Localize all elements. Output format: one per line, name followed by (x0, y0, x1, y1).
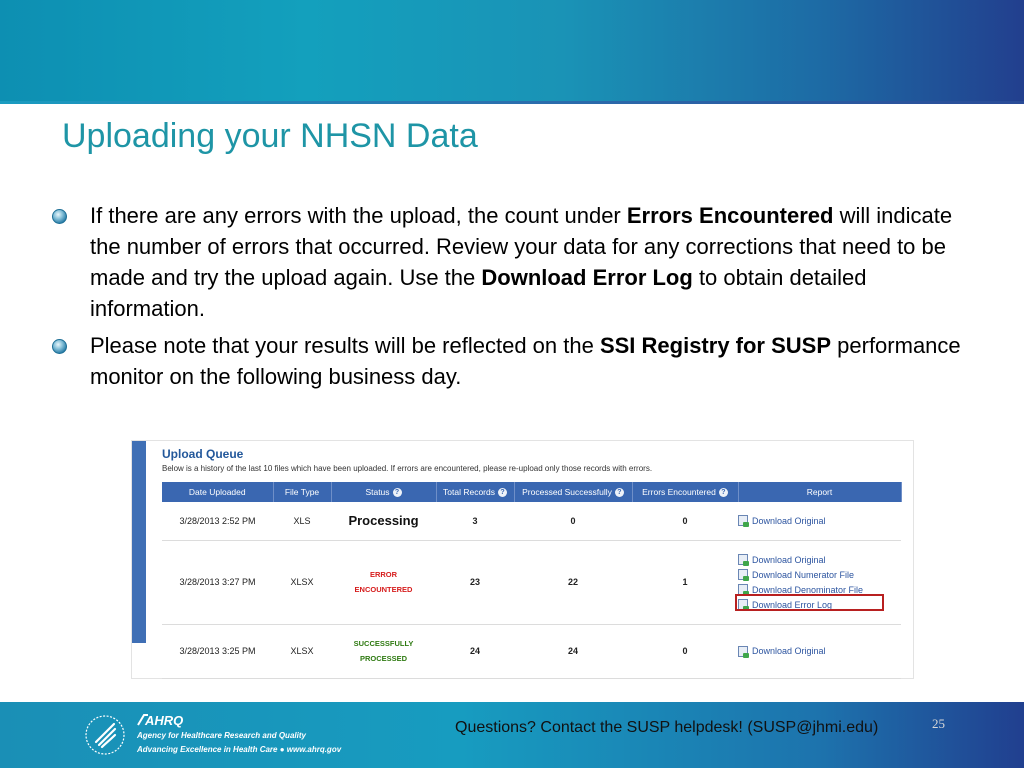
bullet-text: performance monitor on the following business day. (90, 333, 961, 389)
agency-name: Agency for Healthcare Research and Quality (137, 731, 306, 740)
file-download-icon (738, 646, 748, 657)
help-icon[interactable]: ? (615, 488, 624, 497)
table-row (162, 540, 901, 624)
upload-queue-table (162, 482, 902, 679)
header-band (0, 0, 1024, 104)
column-header-total-records[interactable] (436, 482, 514, 502)
processed-cell: 0 (514, 502, 632, 540)
panel-accent-bar (132, 441, 146, 643)
column-label: Total Records (443, 486, 495, 497)
link-label: Download Denominator File (752, 584, 864, 595)
upload-queue-description: Below is a history of the last 10 files which have been uploaded. If errors are encountered, please re-upload only those records with errors. (162, 464, 653, 473)
slide-title: Uploading your NHSN Data (62, 117, 478, 155)
file-download-icon (738, 554, 748, 565)
file-download-icon (738, 569, 748, 580)
ahrq-logo (136, 712, 196, 728)
file-type-cell: XLSX (273, 540, 331, 624)
bullet-item (52, 330, 972, 392)
report-cell (738, 502, 901, 540)
bullet-text: If there are any errors with the upload, the count under (90, 203, 627, 228)
table-row (162, 624, 901, 678)
table-header-row (162, 482, 901, 502)
bullet-text: will indicate the number of errors that occurred. Review your data for any corrections that need to be made and try the upload again. Use the (90, 203, 953, 290)
file-type-cell: XLS (273, 502, 331, 540)
file-download-icon (738, 515, 748, 526)
status-cell (331, 502, 436, 540)
status-cell (331, 540, 436, 624)
bullet-text: Please note that your results will be reflected on the (90, 333, 600, 358)
bullet-list (52, 200, 972, 398)
report-cell (738, 624, 901, 678)
status-text: PROCESSED (359, 654, 408, 663)
report-cell (738, 540, 901, 624)
bullet-dot-icon (52, 339, 67, 354)
bullet-emphasis: Errors Encountered (626, 203, 834, 228)
column-header-errors[interactable] (632, 482, 738, 502)
column-label: Date Uploaded (188, 487, 246, 497)
total-records-cell: 3 (436, 502, 514, 540)
bullet-emphasis: Download Error Log (481, 265, 693, 290)
column-header-report (738, 482, 901, 502)
error-log-highlight-box (735, 594, 884, 611)
total-records-cell: 23 (436, 540, 514, 624)
upload-queue-title: Upload Queue (162, 447, 244, 461)
date-cell: 3/28/2013 3:27 PM (162, 540, 273, 624)
download-original-link[interactable] (738, 644, 901, 659)
status-cell (331, 624, 436, 678)
upload-queue-screenshot (131, 440, 914, 679)
bullet-dot-icon (52, 209, 67, 224)
bullet-text: to obtain detailed information. (90, 265, 867, 321)
helpdesk-contact: Questions? Contact the SUSP helpdesk! (SUSP@jhmi.edu) (455, 719, 879, 736)
download-numerator-link[interactable] (738, 567, 901, 582)
column-label: Report (806, 487, 833, 497)
table-row (162, 502, 901, 540)
bullet-emphasis: SSI Registry for SUSP (599, 333, 832, 358)
errors-cell: 1 (632, 540, 738, 624)
processed-cell: 24 (514, 624, 632, 678)
date-cell: 3/28/2013 2:52 PM (162, 502, 273, 540)
help-icon[interactable]: ? (498, 488, 507, 497)
status-text: ENCOUNTERED (354, 585, 413, 594)
total-records-cell: 24 (436, 624, 514, 678)
hhs-seal-icon (84, 712, 126, 758)
status-text: Processing (348, 513, 419, 529)
link-label: Download Original (752, 646, 826, 656)
ahrq-logo-text: AHRQ (145, 713, 184, 728)
bullet-item (52, 200, 972, 324)
link-label: Download Original (752, 554, 826, 565)
column-label: File Type (284, 487, 320, 497)
file-type-cell: XLSX (273, 624, 331, 678)
download-original-link[interactable] (738, 513, 901, 528)
help-icon[interactable]: ? (393, 488, 402, 497)
status-text: SUCCESSFULLY (353, 639, 414, 648)
page-number: 25 (932, 716, 945, 731)
column-header-status[interactable] (331, 482, 436, 502)
link-label: Download Original (752, 515, 826, 526)
processed-cell: 22 (514, 540, 632, 624)
date-cell: 3/28/2013 3:25 PM (162, 624, 273, 678)
column-label: Status (365, 486, 390, 497)
download-original-link[interactable] (738, 552, 901, 567)
column-label: Processed Successfully (522, 486, 612, 497)
column-header-file-type[interactable] (273, 482, 331, 502)
help-icon[interactable]: ? (719, 488, 728, 497)
status-text: ERROR (369, 570, 398, 579)
link-label: Download Numerator File (752, 569, 855, 580)
errors-cell: 0 (632, 502, 738, 540)
agency-tagline: Advancing Excellence in Health Care ● www.ahrq.gov (137, 745, 342, 754)
link-label: Download Error Log (752, 599, 833, 610)
errors-cell: 0 (632, 624, 738, 678)
column-label: Errors Encountered (642, 486, 716, 497)
column-header-processed[interactable] (514, 482, 632, 502)
column-header-date[interactable] (162, 482, 273, 502)
